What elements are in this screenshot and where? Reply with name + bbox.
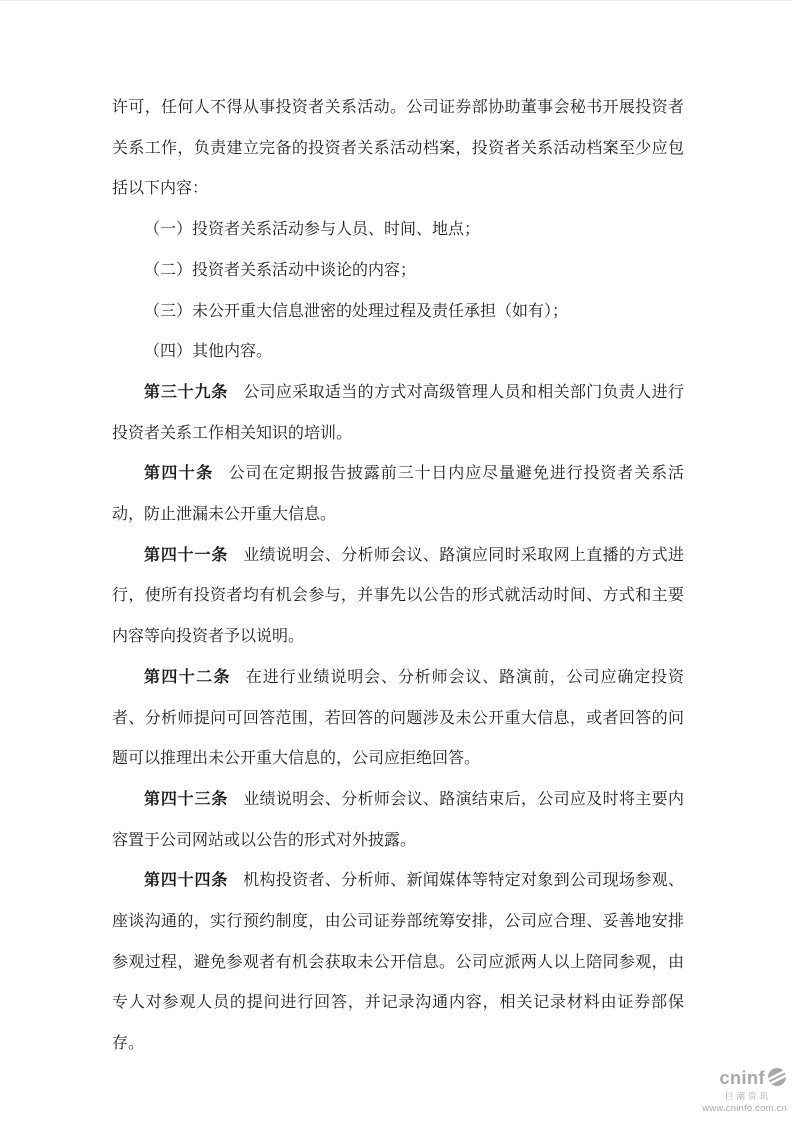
article-number: 第四十四条 bbox=[144, 872, 229, 890]
article-number: 第四十三条 bbox=[144, 790, 229, 808]
body-paragraph: 许可，任何人不得从事投资者关系活动。公司证券部协助董事会秘书开展投资者关系工作，负责建立完备的投资者关系活动档案，投资者关系活动档案至少应包括以下内容： bbox=[112, 99, 684, 198]
article-number: 第三十九条 bbox=[144, 383, 229, 401]
article-paragraph: 第四十一条 业绩说明会、分析师会议、路演应同时采取网上直播的方式进行，使所有投资者均有机会参与，并事先以公告的形式就活动时间、方式和主要内容等向投资者予以说明。 bbox=[112, 546, 684, 646]
article-number: 第四十条 bbox=[144, 465, 214, 483]
cninfo-url: www.cninfo.com.cn bbox=[702, 1102, 787, 1114]
list-item-paragraph: （四）其他内容。 bbox=[144, 343, 273, 361]
cninfo-logo-row bbox=[702, 1067, 787, 1092]
cninfo-subtitle: 巨潮资讯 bbox=[724, 1091, 771, 1102]
article-paragraph: 第四十二条 在进行业绩说明会、分析师会议、路演前，公司应确定投资者、分析师提问可回答范围，若回答的问题涉及未公开重大信息，或者回答的问题可以推理出未公开重大信息的，公司应拒绝回答。 bbox=[112, 668, 684, 768]
article-paragraph: 第四十条 公司在定期报告披露前三十日内应尽量避免进行投资者关系活动，防止泄漏未公开重大信息。 bbox=[112, 465, 684, 524]
list-item-paragraph: （三）未公开重大信息泄密的处理过程及责任承担（如有）； bbox=[144, 302, 569, 320]
article-paragraph: 第三十九条 公司应采取适当的方式对高级管理人员和相关部门负责人进行投资者关系工作相关知识的培训。 bbox=[112, 383, 684, 442]
document-body bbox=[112, 88, 684, 1065]
list-item-paragraph: （一）投资者关系活动参与人员、时间、地点； bbox=[144, 221, 481, 239]
article-number: 第四十二条 bbox=[144, 668, 231, 686]
article-number: 第四十一条 bbox=[144, 546, 229, 564]
cninfo-logo bbox=[702, 1067, 787, 1114]
cninfo-globe-icon bbox=[767, 1067, 787, 1092]
cninfo-wordmark: cninf bbox=[719, 1068, 765, 1089]
list-item-paragraph: （二）投资者关系活动中谈论的内容； bbox=[144, 261, 417, 279]
article-paragraph: 第四十三条 业绩说明会、分析师会议、路演结束后，公司应及时将主要内容置于公司网站或以公告的形式对外披露。 bbox=[112, 790, 684, 849]
article-paragraph: 第四十四条 机构投资者、分析师、新闻媒体等特定对象到公司现场参观、座谈沟通的，实行预约制度，由公司证券部统筹安排，公司应合理、妥善地安排参观过程，避免参观者有机会获取未公开信息。公司应派两人以上陪同参观，由专人对参观人员的提问进行回答，并记录沟通内容，相关记录材料由证券部保存。 bbox=[112, 872, 684, 1053]
